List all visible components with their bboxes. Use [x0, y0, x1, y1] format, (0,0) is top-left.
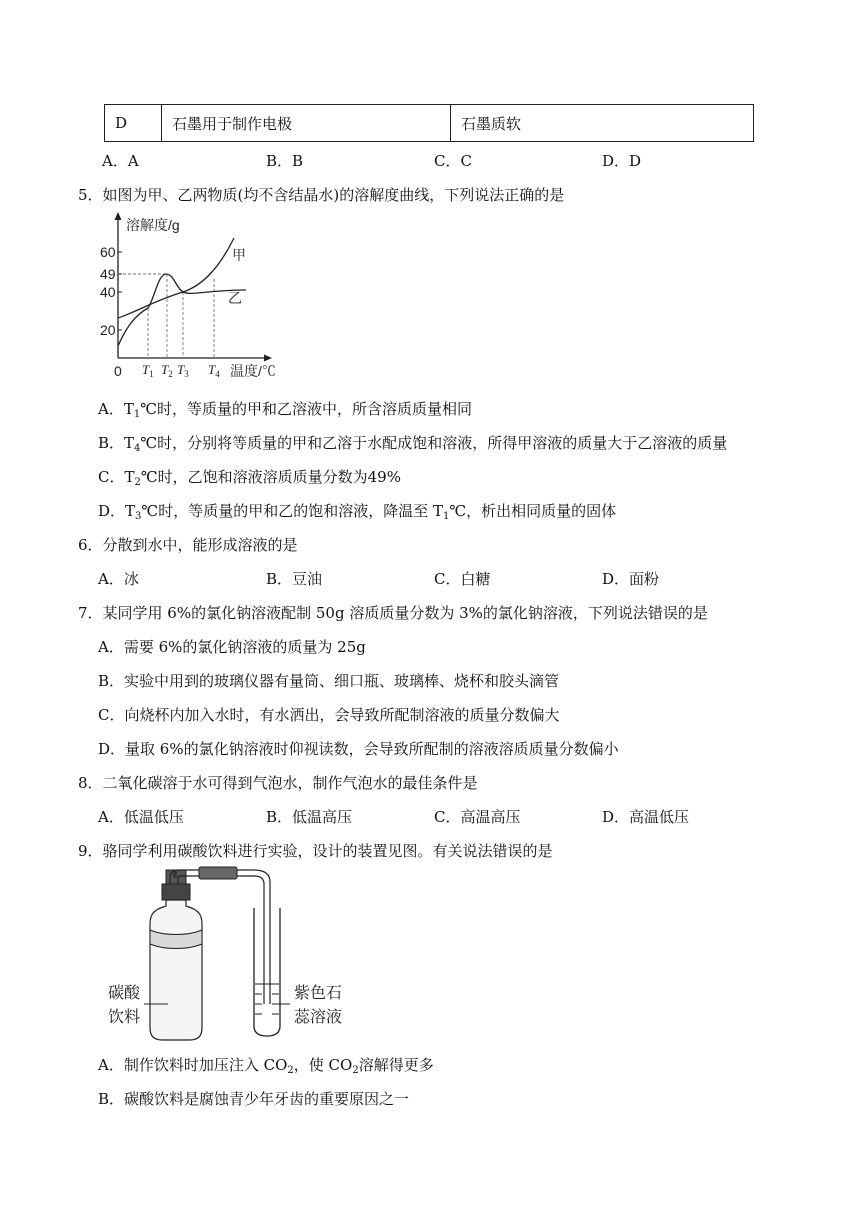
q9-stem: 9．骆同学利用碳酸饮料进行实验，设计的装置见图。有关说法错误的是 — [78, 842, 553, 860]
ytick-40: 40 — [100, 284, 116, 300]
ytick-49: 49 — [100, 266, 116, 282]
q8-stem: 8．二氧化碳溶于水可得到气泡水，制作气泡水的最佳条件是 — [78, 774, 478, 792]
ytick-20: 20 — [100, 322, 116, 338]
chart-origin: 0 — [114, 363, 122, 379]
q7-option-c: C．向烧杯内加入水时，有水洒出，会导致所配制溶液的质量分数偏大 — [98, 706, 560, 724]
q6-option-b: B．豆油 — [266, 570, 323, 588]
q8-option-a: A．低温低压 — [98, 808, 184, 826]
q5-option-d: D．$T_3℃$时，等质量的甲和乙的饱和溶液，降温至 $T_1℃$，析出相同质量的固体 — [98, 502, 617, 522]
chart-xlabel: 温度/℃ — [230, 363, 276, 379]
xtick-t4: $T_4$ — [208, 362, 220, 379]
ytick-60: 60 — [100, 244, 116, 260]
q7-stem: 7．某同学用 6%的氯化钠溶液配制 50g 溶质质量分数为 3%的氯化钠溶液，下列说法错误的是 — [78, 604, 708, 622]
q5-option-b: B．$T_4℃$时，分别将等质量的甲和乙溶于水配成饱和溶液，所得甲溶液的质量大于乙溶液的质量 — [98, 434, 728, 454]
q8-option-d: D．高温低压 — [602, 808, 690, 826]
q4-option-b: B．B — [266, 152, 304, 170]
apparatus-figure — [104, 864, 364, 1044]
q7-option-d: D．量取 6%的氯化钠溶液时仰视读数，会导致所配制的溶液溶质质量分数偏小 — [98, 740, 619, 758]
q4-option-d: D．D — [602, 152, 642, 170]
q6-stem: 6．分散到水中，能形成溶液的是 — [78, 536, 298, 554]
q5-stem: 5．如图为甲、乙两物质(均不含结晶水)的溶解度曲线，下列说法正确的是 — [78, 186, 565, 204]
q7-option-a: A．需要 6%的氯化钠溶液的质量为 25g — [98, 638, 366, 656]
table-row — [105, 105, 754, 142]
xtick-t3: $T_3$ — [177, 362, 189, 379]
q6-option-c: C．白糖 — [434, 570, 491, 588]
label-carbonated-1: 碳酸 — [108, 985, 141, 1002]
label-yi: 乙 — [228, 290, 242, 306]
q5-option-a: A．$T_1℃$时，等质量的甲和乙溶液中，所含溶质质量相同 — [98, 400, 473, 420]
q8-option-b: B．低温高压 — [266, 808, 353, 826]
bottle-icon — [150, 870, 202, 1040]
table-cell-usage: 石墨用于制作电极 — [162, 105, 451, 142]
q4-option-c: C．C — [434, 152, 472, 170]
xtick-t2: $T_2$ — [161, 362, 173, 379]
q4-option-a: A．A — [102, 152, 139, 170]
label-jia: 甲 — [232, 247, 246, 263]
q6-option-d: D．面粉 — [602, 570, 660, 588]
table-cell-label: D — [105, 105, 162, 142]
xtick-t1: $T_1$ — [142, 362, 154, 379]
chart-ylabel: 溶解度/g — [126, 217, 180, 233]
q9-option-a: A．制作饮料时加压注入 $CO_2$，使 $CO_2$溶解得更多 — [98, 1056, 434, 1076]
q6-option-a: A．冰 — [98, 570, 139, 588]
curve-jia — [118, 238, 234, 318]
solubility-chart — [96, 210, 296, 385]
q9-option-b: B．碳酸饮料是腐蚀青少年牙齿的重要原因之一 — [98, 1090, 410, 1108]
test-tube-icon — [254, 908, 280, 1036]
q8-option-c: C．高温高压 — [434, 808, 521, 826]
table-cell-property: 石墨质软 — [451, 105, 754, 142]
label-litmus-2: 蕊溶液 — [294, 1009, 343, 1026]
label-litmus-1: 紫色石 — [294, 985, 343, 1002]
q5-option-c: C．$T_2℃$时，乙饱和溶液溶质质量分数为49% — [98, 468, 401, 488]
q4-table — [104, 104, 754, 142]
q7-option-b: B．实验中用到的玻璃仪器有量筒、细口瓶、玻璃棒、烧杯和胶头滴管 — [98, 672, 560, 690]
label-carbonated-2: 饮料 — [108, 1009, 141, 1026]
